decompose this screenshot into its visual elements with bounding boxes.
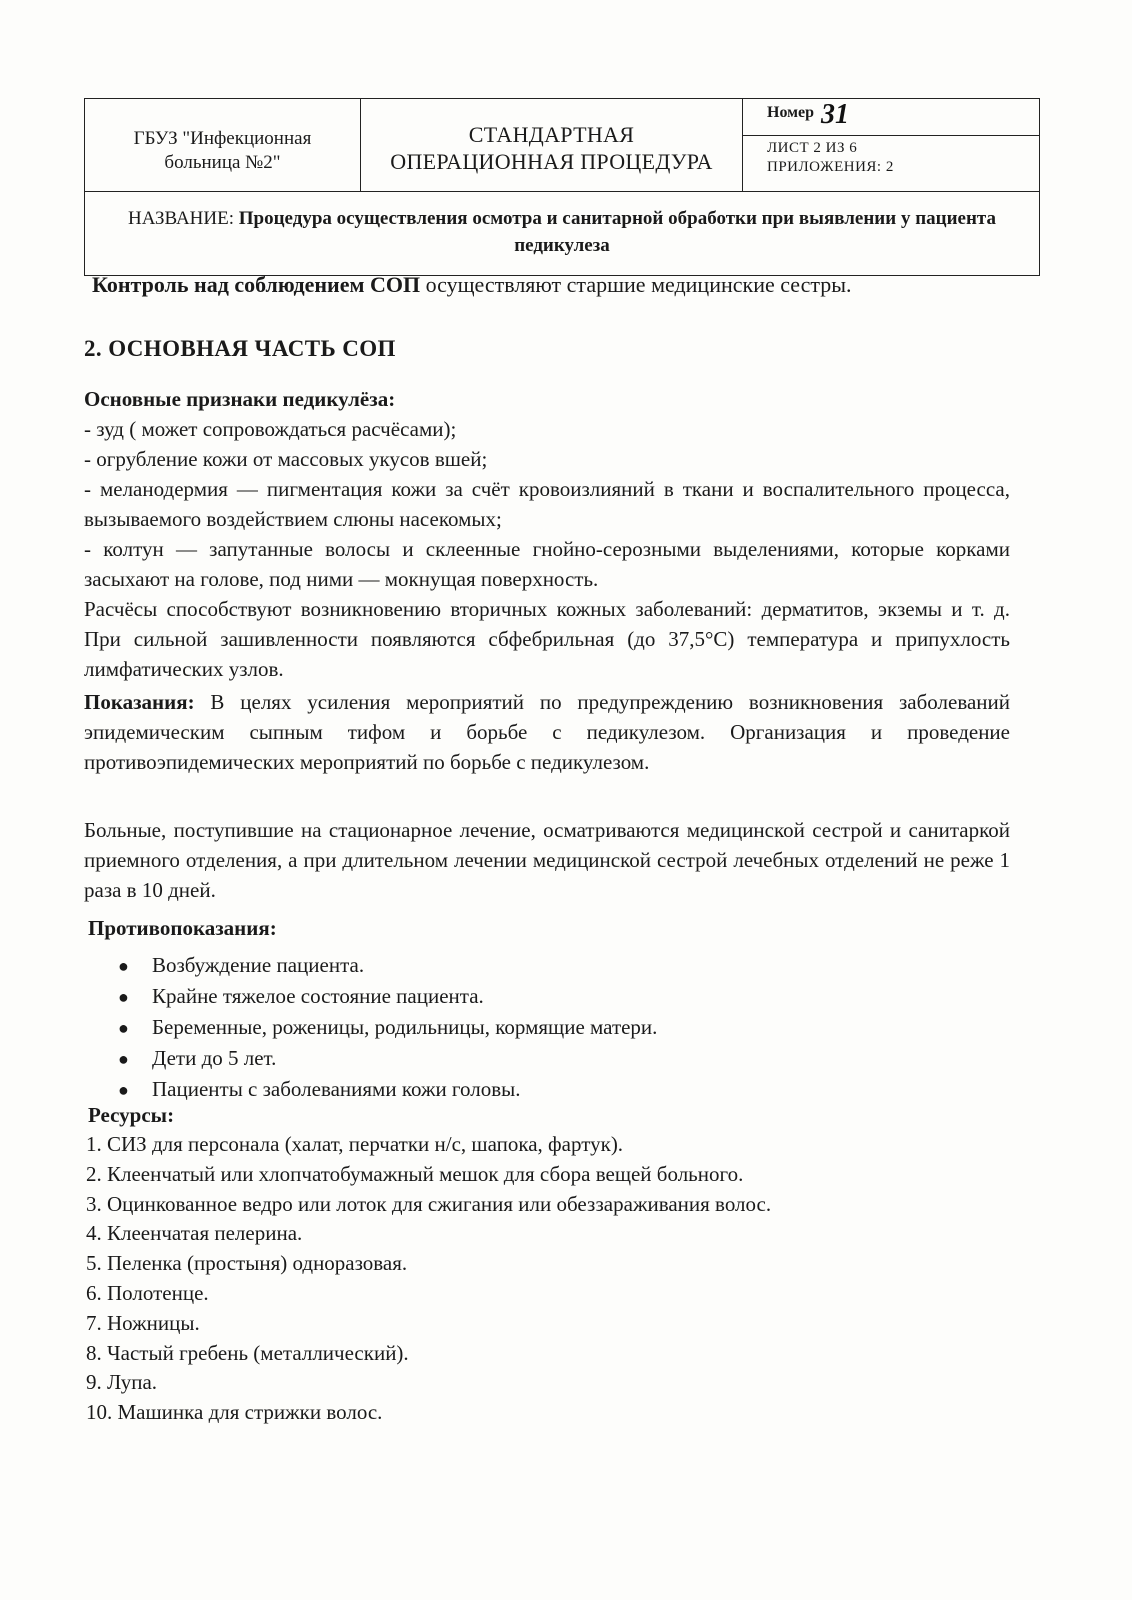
resource-item: 2. Клеенчатый или хлопчатобумажный мешок для сбора вещей больного. (86, 1161, 744, 1186)
resource-item: 3. Оцинкованное ведро или лоток для сжигания или обеззараживания волос. (86, 1191, 772, 1216)
list-item-text: Дети до 5 лет. (152, 1046, 277, 1070)
list-item-text: Пациенты с заболеваниями кожи головы. (152, 1077, 521, 1101)
sign-item: - огрубление кожи от массовых укусов вшей; (84, 447, 488, 471)
resource-item: 10. Машинка для стрижки волос. (86, 1400, 383, 1425)
appendix-count: ПРИЛОЖЕНИЯ: 2 (767, 159, 894, 175)
number-box (743, 99, 1039, 136)
section-title: 2. ОСНОВНАЯ ЧАСТЬ СОП (84, 336, 396, 361)
procedure-name (125, 205, 999, 259)
org-name: ГБУЗ "Инфекционная больница №2" (133, 128, 312, 173)
signs-list (84, 414, 1010, 684)
list-item: ● Возбуждение пациента. (118, 950, 657, 981)
number-cell (743, 99, 1039, 191)
name-label: НАЗВАНИЕ: (127, 208, 234, 229)
resource-item: 5. Пеленка (простыня) одноразовая. (86, 1251, 408, 1276)
signs-note: Расчёсы способствуют возникновению вторичных кожных заболеваний: дерматитов, экземы и т. д. При сильной зашивленности появляются сбфебрильная (до 37,5°С) температура и припухлость лимфатических узлов. (84, 597, 1010, 681)
control-rest: осуществляют старшие медицинские сестры. (420, 272, 852, 297)
sign-item: - меланодермия — пигментация кожи за счёт кровоизлияний в ткани и воспалительного процесса, вызываемого воздействием слюны насекомых; (84, 477, 1010, 531)
contraindications-title: Противопоказания: (88, 916, 277, 940)
number-label: Номер (767, 104, 815, 121)
header-row-name (85, 191, 1039, 275)
number-value: 31 (821, 99, 849, 130)
list-item: ● Пациенты с заболеваниями кожи головы. (118, 1074, 657, 1105)
header-row-top (85, 99, 1039, 192)
resource-item: 8. Частый гребень (металлический). (86, 1340, 409, 1365)
resources-list (86, 1130, 771, 1428)
org-cell (85, 99, 361, 191)
control-line (92, 270, 1018, 300)
doc-type-cell (361, 99, 743, 191)
list-item: ● Дети до 5 лет. (118, 1043, 657, 1074)
indications (84, 687, 1010, 777)
indications-label: Показания: (84, 690, 195, 714)
control-bold: Контроль над соблюдением СОП (92, 272, 421, 297)
signs-title: Основные признаки педикулёза: (84, 387, 396, 411)
list-item-text: Крайне тяжелое состояние пациента. (152, 984, 484, 1008)
resource-item: 9. Лупа. (86, 1370, 158, 1395)
list-item: ● Беременные, роженицы, родильницы, кормящие матери. (118, 1012, 657, 1043)
list-item: ● Крайне тяжелое состояние пациента. (118, 981, 657, 1012)
resource-item: 7. Ножницы. (86, 1310, 200, 1335)
sheet-info (767, 139, 894, 177)
doc-type: СТАНДАРТНАЯ ОПЕРАЦИОННАЯ ПРОЦЕДУРА (390, 122, 713, 174)
resources-title: Ресурсы: (88, 1103, 175, 1127)
sign-item: - колтун — запутанные волосы и склеенные гнойно-серозными выделениями, которые корками засыхают на голове, под ними — мокнущая поверхность. (84, 537, 1010, 591)
header-table (84, 98, 1040, 276)
resource-item: 1. СИЗ для персонала (халат, перчатки н/с, шапока, фартук). (86, 1132, 624, 1156)
sheet-number: ЛИСТ 2 ИЗ 6 (767, 140, 858, 156)
resource-item: 4. Клеенчатая пелерина. (86, 1221, 303, 1246)
resource-item: 6. Полотенце. (86, 1280, 209, 1305)
contraindications-list (118, 950, 657, 1105)
indications-text: В целях усиления мероприятий по предупреждению возникновения заболеваний эпидемическим сыпным тифом и борьбе с педикулезом. Организация и проведение противоэпидемических мероприятий по борьбе с педикулезом. (84, 690, 1010, 774)
indications-para2: Больные, поступившие на стационарное лечение, осматриваются медицинской сестрой и санитаркой приемного отделения, а при длительном лечении медицинской сестрой лечебных отделений не реже 1 раза в 10 дней. (84, 818, 1010, 902)
list-item-text: Возбуждение пациента. (152, 953, 365, 977)
sign-item: - зуд ( может сопровождаться расчёсами); (84, 417, 457, 441)
list-item-text: Беременные, роженицы, родильницы, кормящие матери. (152, 1015, 658, 1039)
name-text: Процедура осуществления осмотра и санитарной обработки при выявлении у пациента педикулеза (238, 208, 996, 256)
